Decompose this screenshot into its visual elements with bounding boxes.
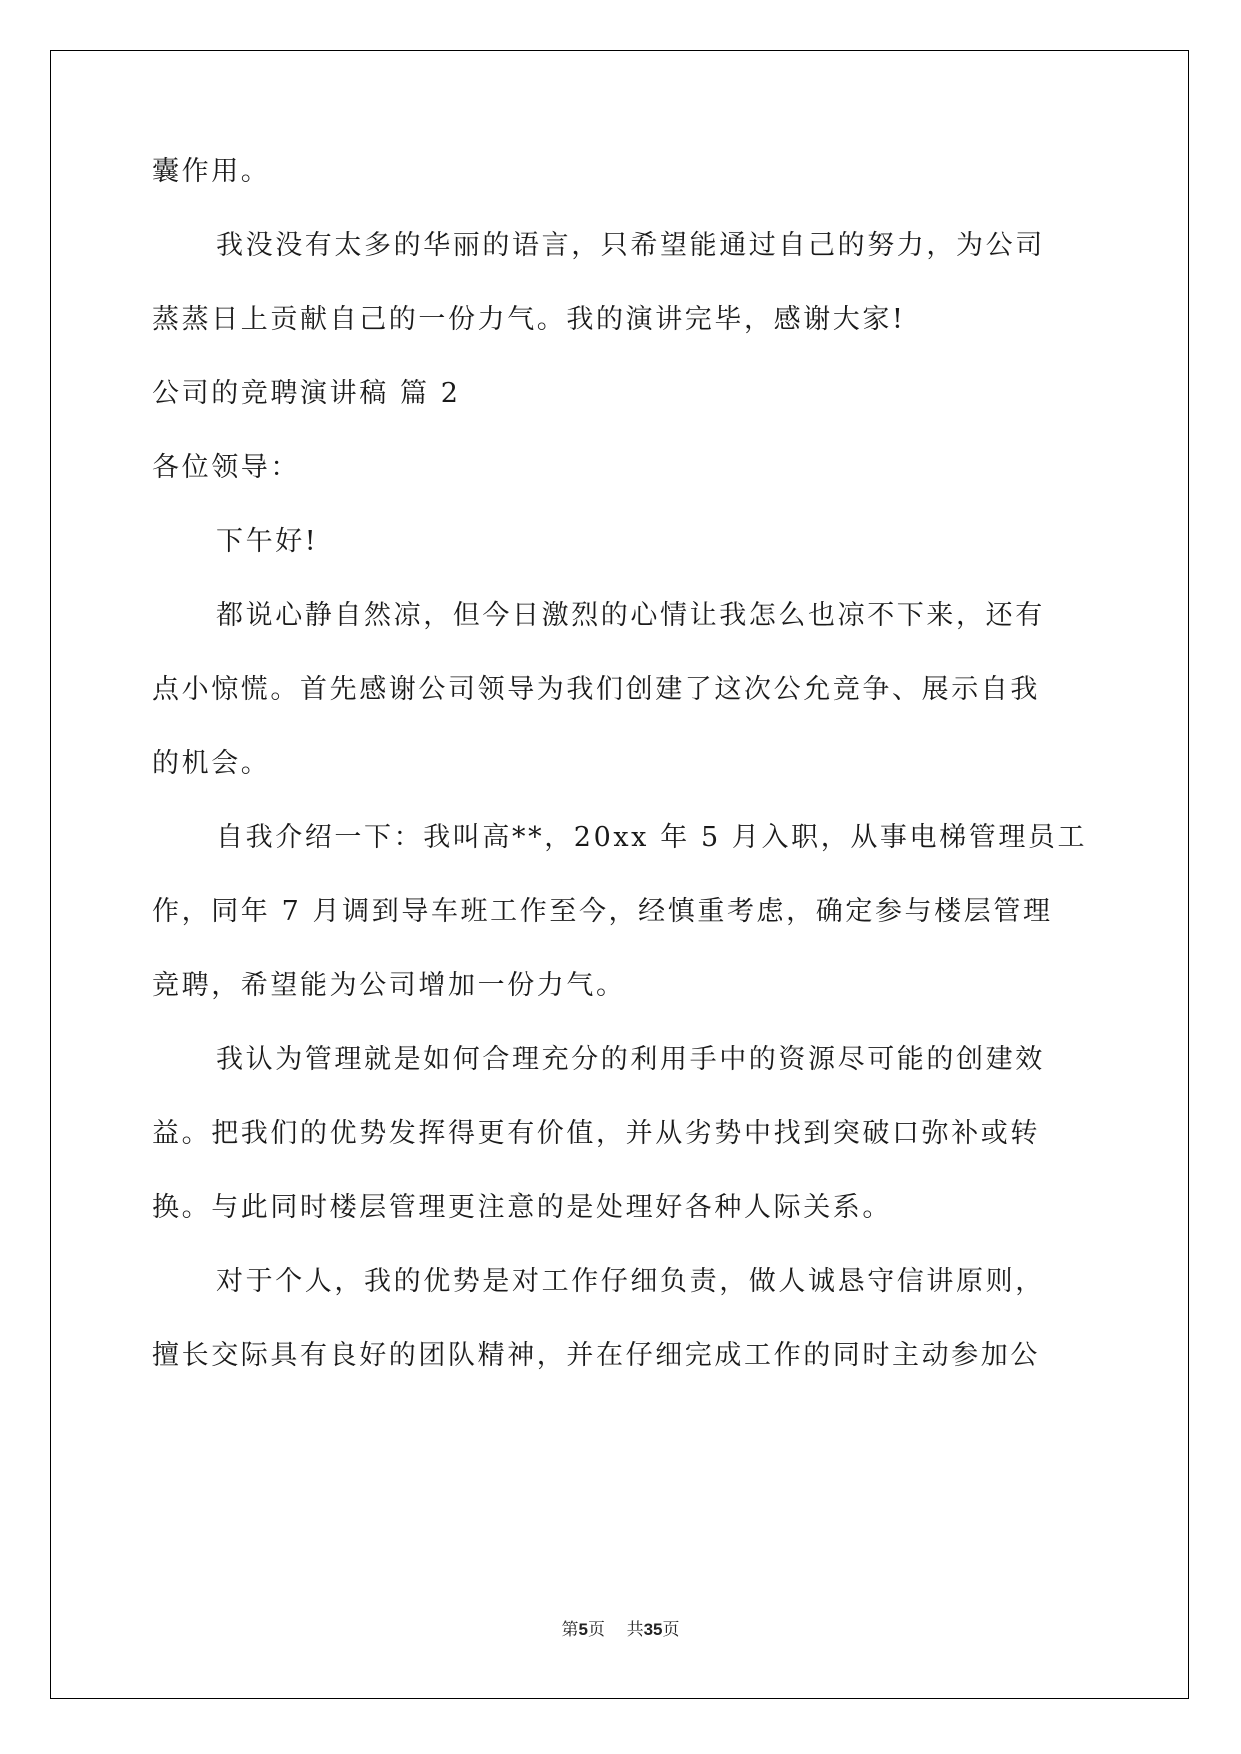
- salutation: 各位领导：: [152, 452, 300, 483]
- greeting: 下午好!: [216, 526, 319, 557]
- text-line: 蒸蒸日上贡献自己的一份力气。我的演讲完毕，感谢大家!: [152, 304, 906, 335]
- paragraph-start-line: 都说心静自然凉，但今日激烈的心情让我怎么也凉不下来，还有: [216, 600, 1045, 631]
- page-number: 5: [578, 1620, 588, 1639]
- page-suffix: 页: [587, 1620, 605, 1640]
- section-heading: 公司的竞聘演讲稿 篇 2: [152, 378, 461, 409]
- text-line: 囊作用。: [152, 156, 271, 187]
- page-border: [50, 50, 1189, 1699]
- text-line: 换。与此同时楼层管理更注意的是处理好各种人际关系。: [152, 1192, 892, 1223]
- text-line: 竞聘，希望能为公司增加一份力气。: [152, 970, 626, 1001]
- total-prefix: 共: [626, 1620, 644, 1640]
- text-line: 作，同年 7 月调到导车班工作至今，经慎重考虑，确定参与楼层管理: [152, 896, 1053, 927]
- paragraph-start-line: 我没没有太多的华丽的语言，只希望能通过自己的努力，为公司: [216, 230, 1045, 261]
- text-line: 擅长交际具有良好的团队精神，并在仔细完成工作的同时主动参加公: [152, 1340, 1040, 1371]
- paragraph-start-line: 自我介绍一下：我叫高**，20xx 年 5 月入职，从事电梯管理员工: [216, 822, 1088, 853]
- text-line: 益。把我们的优势发挥得更有价值，并从劣势中找到突破口弥补或转: [152, 1118, 1040, 1149]
- text-line: 的机会。: [152, 748, 271, 779]
- paragraph-start-line: 我认为管理就是如何合理充分的利用手中的资源尽可能的创建效: [216, 1044, 1045, 1075]
- page-prefix: 第: [561, 1620, 579, 1640]
- total-pages: 35: [643, 1620, 663, 1639]
- paragraph-start-line: 对于个人，我的优势是对工作仔细负责，做人诚恳守信讲原则，: [216, 1266, 1045, 1297]
- page-footer: [0, 1615, 1241, 1640]
- text-line: 点小惊慌。首先感谢公司领导为我们创建了这次公允竞争、展示自我: [152, 674, 1040, 705]
- total-suffix: 页: [662, 1620, 680, 1640]
